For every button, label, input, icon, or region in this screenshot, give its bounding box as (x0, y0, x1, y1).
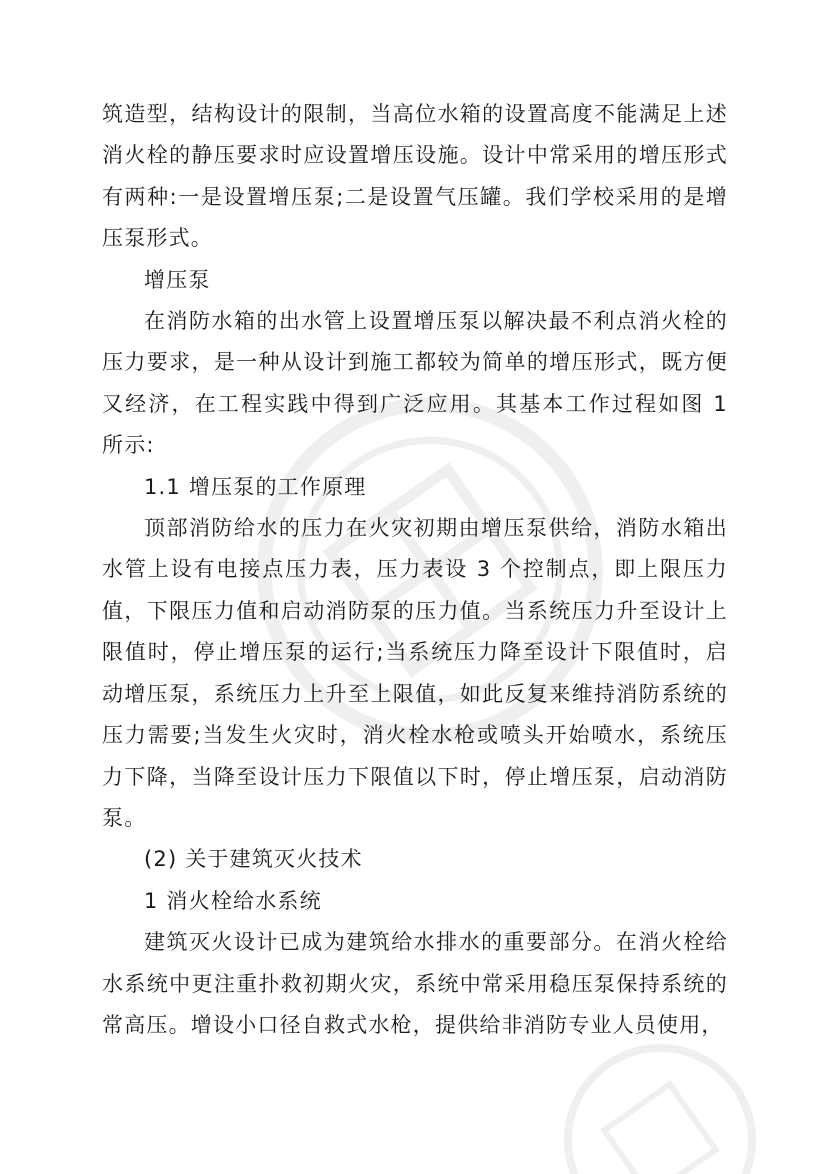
heading-fire-extinguishing-tech: (2) 关于建筑灭火技术 (144, 847, 363, 872)
heading-hydrant-system: 1 消火栓给水系统 (144, 888, 322, 913)
document-body (102, 94, 728, 1046)
paragraph-working-principle: 顶部消防给水的压力在火灾初期由增压泵供给，消防水箱出水管上设有电接点压力表，压力表设 3 个控制点，即上限压力值，下限压力值和启动消防泵的压力值。当系统压力升至设计上限值时，停止增压泵的运行;当系统压力降至设计下限值时，启动增压泵，系统压力上升至上限值，如此反复来维持消防系统的压力需要;当发生火灾时，消火栓水枪或喷头开始喷水，系统压力下降，当降至设计压力下限值以下时，停止增压泵，启动消防泵。 (102, 516, 728, 830)
paragraph-continuation: 筑造型，结构设计的限制，当高位水箱的设置高度不能满足上述消火栓的静压要求时应设置增压设施。设计中常采用的增压形式有两种:一是设置增压泵;二是设置气压罐。我们学校采用的是增压泵形式。 (102, 102, 728, 251)
heading-booster-pump: 增压泵 (144, 267, 211, 292)
heading-working-principle: 1.1 增压泵的工作原理 (144, 474, 367, 499)
paragraph-booster-pump-intro: 在消防水箱的出水管上设置增压泵以解决最不利点消火栓的压力要求，是一种从设计到施工都较为简单的增压形式，既方便又经济，在工程实践中得到广泛应用。其基本工作过程如图 1 所示: (102, 309, 728, 458)
paragraph-hydrant-system: 建筑灭火设计已成为建筑给水排水的重要部分。在消火栓给水系统中更注重扑救初期火灾，系统中常采用稳压泵保持系统的常高压。增设小口径自救式水枪，提供给非消防专业人员使用， (102, 930, 728, 1037)
